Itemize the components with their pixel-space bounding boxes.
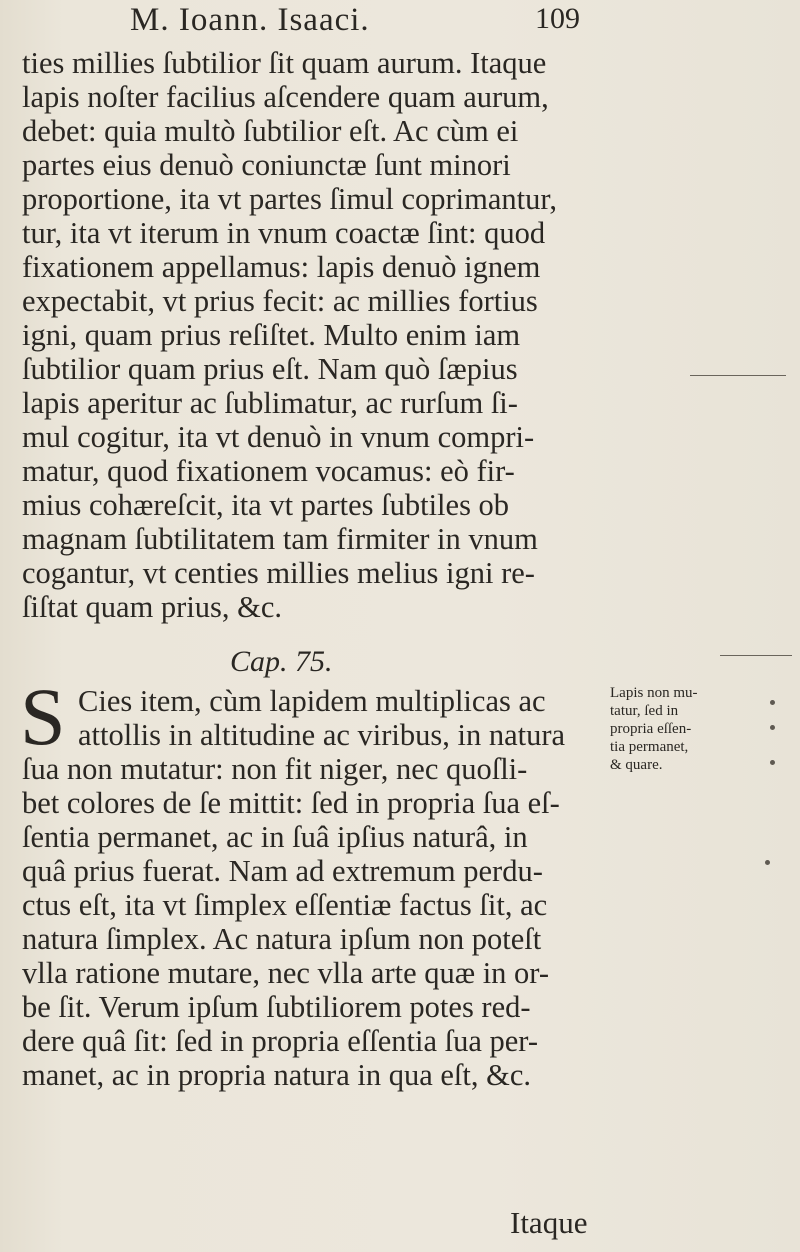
margin-note-line: & quare. bbox=[610, 757, 663, 773]
text-line: proportione, ita vt partes ſimul coprimantur, bbox=[22, 182, 557, 216]
page-header bbox=[100, 2, 580, 42]
drop-cap: S bbox=[20, 671, 66, 762]
text-line: attollis in altitudine ac viribus, in natura bbox=[78, 718, 566, 752]
text-line: fixationem appellamus: lapis denuò ignem bbox=[22, 250, 541, 284]
text-line: partes eius denuò coniunctæ ſunt minori bbox=[22, 148, 511, 182]
catchword: Itaque bbox=[510, 1205, 588, 1240]
text-line: ties millies ſubtilior ſit quam aurum. Itaque bbox=[22, 46, 547, 80]
margin-rule bbox=[690, 375, 786, 376]
page-number: 109 bbox=[535, 2, 580, 35]
margin-note-line: tatur, ſed in bbox=[610, 703, 679, 719]
chapter-heading: Cap. 75. bbox=[230, 645, 333, 678]
text-line: debet: quia multò ſubtilior eſt. Ac cùm ei bbox=[22, 114, 519, 148]
text-line: ſentia permanet, ac in ſuâ ipſius naturâ, in bbox=[22, 820, 528, 854]
text-line: quâ prius fuerat. Nam ad extremum perdu- bbox=[22, 854, 543, 888]
text-line: igni, quam prius reſiſtet. Multo enim iam bbox=[22, 318, 521, 352]
text-line: bet colores de ſe mittit: ſed in propria ſua eſ- bbox=[22, 786, 560, 820]
text-line: lapis aperitur ac ſublimatur, ac rurſum ſi- bbox=[22, 386, 518, 420]
text-line: be ſit. Verum ipſum ſubtiliorem potes red- bbox=[22, 990, 531, 1024]
margin-note-line: propria eſſen- bbox=[610, 721, 692, 737]
text-line: ſiſtat quam prius, &c. bbox=[22, 590, 283, 624]
text-line: cogantur, vt centies millies melius igni re- bbox=[22, 556, 535, 590]
text-line: ſua non mutatur: non fit niger, nec quoſli- bbox=[22, 752, 528, 786]
margin-bullet bbox=[770, 700, 775, 705]
text-line: expectabit, vt prius fecit: ac millies fortius bbox=[22, 284, 538, 318]
text-line: matur, quod fixationem vocamus: eò fir- bbox=[22, 454, 515, 488]
text-line: manet, ac in propria natura in qua eſt, &c. bbox=[22, 1058, 531, 1092]
margin-bullet bbox=[770, 725, 775, 730]
margin-bullet bbox=[765, 860, 770, 865]
text-line: dere quâ ſit: ſed in propria eſſentia ſua per- bbox=[22, 1024, 538, 1058]
text-line: lapis noſter facilius aſcendere quam aurum, bbox=[22, 80, 549, 114]
text-line: ctus eſt, ita vt ſimplex eſſentiæ factus ſit, ac bbox=[22, 888, 548, 922]
margin-rule bbox=[720, 655, 792, 656]
text-line: natura ſimplex. Ac natura ipſum non poteſt bbox=[22, 922, 542, 956]
text-line: tur, ita vt iterum in vnum coactæ ſint: quod bbox=[22, 216, 546, 250]
margin-note-line: Lapis non mu- bbox=[610, 685, 698, 701]
text-line: Cies item, cùm lapidem multiplicas ac bbox=[78, 684, 546, 718]
text-line: vlla ratione mutare, nec vlla arte quæ in or- bbox=[22, 956, 550, 990]
text-line: mul cogitur, ita vt denuò in vnum compri- bbox=[22, 420, 535, 454]
margin-note-line: tia permanet, bbox=[610, 739, 689, 755]
running-head: M. Ioann. Isaaci. bbox=[130, 2, 370, 38]
text-line: ſubtilior quam prius eſt. Nam quò ſæpius bbox=[22, 352, 518, 386]
text-line: mius cohæreſcit, ita vt partes ſubtiles ob bbox=[22, 488, 510, 522]
text-line: magnam ſubtilitatem tam firmiter in vnum bbox=[22, 522, 538, 556]
margin-bullet bbox=[770, 760, 775, 765]
margin-note bbox=[610, 684, 750, 774]
